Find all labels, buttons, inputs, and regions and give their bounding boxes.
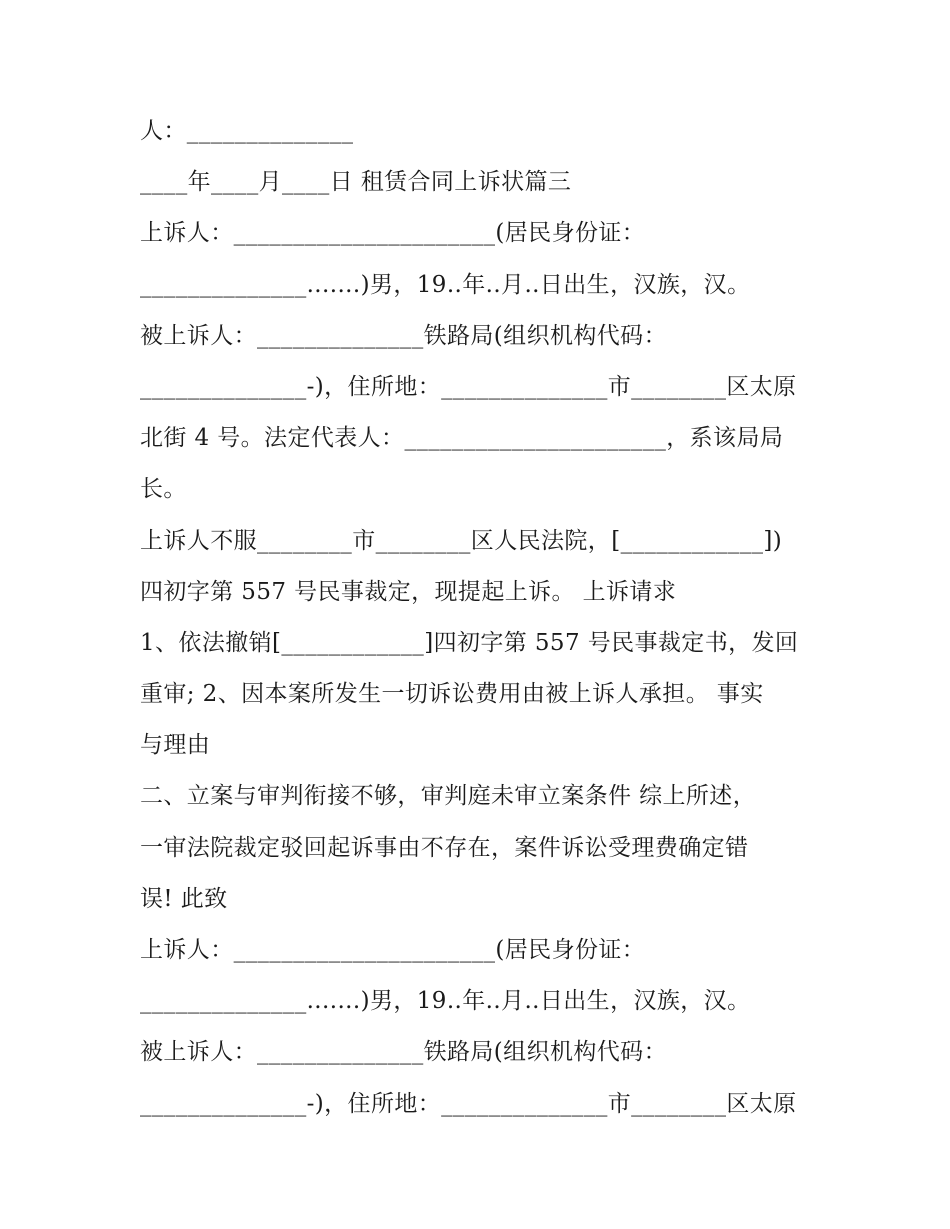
text-line: 长。: [140, 476, 187, 503]
text-line: 1、依法撤销[____________]四初字第 557 号民事裁定书，发回: [140, 629, 799, 656]
text-line: ______________-)，住所地：______________市________区太原: [140, 373, 797, 400]
text-line: 二、立案与审判衔接不够，审判庭未审立案条件 综上所述，: [140, 783, 757, 810]
text-line: 误! 此致: [140, 885, 228, 912]
text-line: 上诉人：______________________(居民身份证：: [140, 220, 646, 247]
text-line: 被上诉人：______________铁路局(组织机构代码：: [140, 322, 667, 349]
text-line: ______________.......)男，19..年..月..日出生，汉族，汉。: [140, 988, 751, 1015]
document-body: [140, 106, 810, 1130]
text-line: 四初字第 557 号民事裁定，现提起上诉。 上诉请求: [140, 578, 677, 605]
text-line: 被上诉人：______________铁路局(组织机构代码：: [140, 1039, 667, 1066]
text-line: 人：______________: [140, 118, 354, 144]
text-line: 上诉人不服________市________区人民法院，[____________]): [140, 527, 783, 554]
text-line: ______________.......)男，19..年..月..日出生，汉族，汉。: [140, 271, 751, 298]
text-line: 北街 4 号。法定代表人：______________________，系该局局: [140, 425, 784, 452]
text-line: 一审法院裁定驳回起诉事由不存在，案件诉讼受理费确定错: [140, 834, 749, 861]
text-line: 上诉人：______________________(居民身份证：: [140, 937, 646, 963]
text-line: ____年____月____日 租赁合同上诉状篇三: [140, 169, 572, 196]
text-line: 与理由: [140, 732, 211, 759]
text-line: ______________-)，住所地：______________市________区太原: [140, 1090, 797, 1117]
text-line: 重审; 2、因本案所发生一切诉讼费用由被上诉人承担。 事实: [140, 681, 764, 708]
